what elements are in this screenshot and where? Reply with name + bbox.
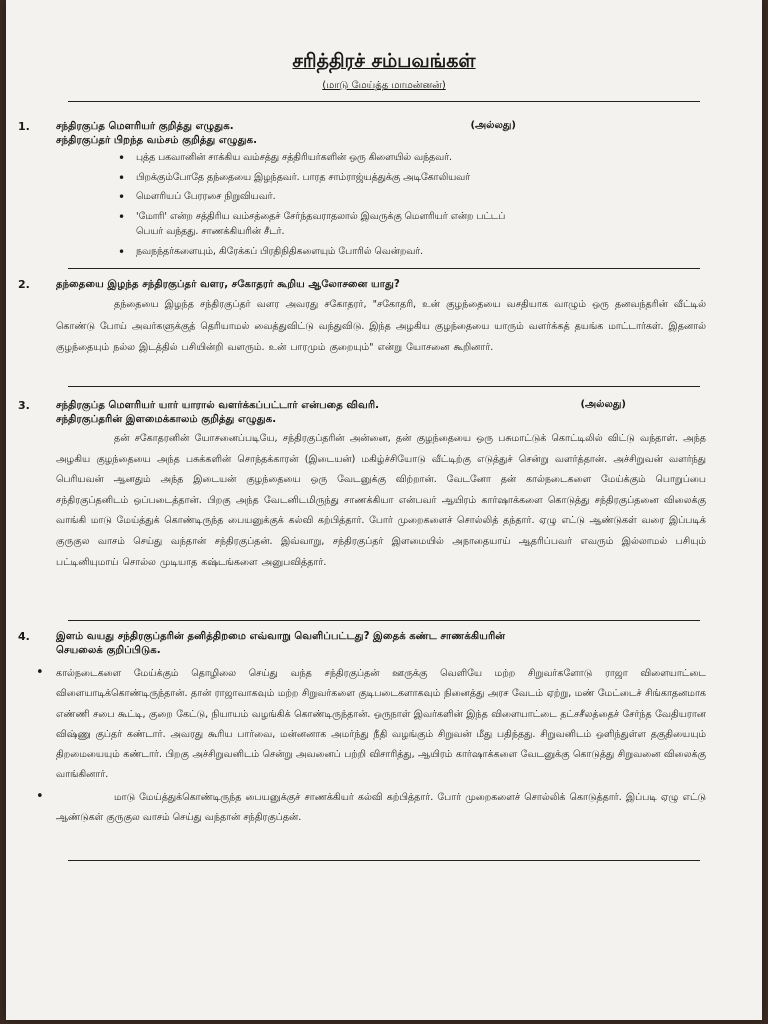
question-heading: தந்தையை இழந்த சந்திரகுப்தர் வளர, சகோதரர் கூறிய ஆலோசனை யாது? (56, 279, 400, 290)
question-1 (18, 120, 706, 266)
answer-bullet: • மாடு மேய்த்துக்கொண்டிருந்த பையனுக்குச் சாணக்கியர் கல்வி கற்பித்தார். போர் முறைகளைச் சொல்லிக் கொடுத்தார். இப்படி ஏழு எட்டு ஆண்டுகள் குருகுல வாசம் செய்து வந்தான் சந்திரகுப்தன். (36, 788, 706, 824)
list-item: • பிறக்கும்போதே தந்தையை இழந்தவர். பாரத சாம்ராஜ்யத்துக்கு அடிகோலியவர் (118, 170, 471, 185)
question-number: 1. (18, 120, 30, 133)
list-item: • மௌரியப் பேரரசை நிறுவியவர். (118, 190, 276, 205)
divider (68, 268, 700, 269)
document-page (6, 0, 762, 1020)
question-heading-cont: செயலைக் குறிப்பிடுக. (56, 645, 161, 656)
answer-paragraph: தன் சகோதரனின் யோசனைப்படியே, சந்திரகுப்தரின் அன்னை, தன் குழந்தையை ஒரு பசுமாட்டுக் கொட்டிலில் விட்டு வந்தாள். அந்த அழகிய குழந்தையை அந்த பசுக்களின் சொந்தக்காரன் (இடையன்) மகிழ்ச்சியோடு வீட்டிற்கு எடுத்துச் சென்று வளர்த்தான். அச்சிறுவன் வளர்ந்து பெரியவன் ஆனதும் அந்த இடையன் குழந்தையை ஒரு வேடனுக்கு விற்றான். வேடனோ தன் கால்நடைகளை மேய்க்கும் பொறுப்பை சந்திரகுப்தனிடம் ஒப்படைத்தான். பிறகு அந்த வேடனிடமிருந்து சாணக்கியா என்பவர் ஆயிரம் கார்ஷாக்களை கொடுத்து சந்திரகுப்தனை விலைக்கு வாங்கி மாடு மேய்த்துக் கொண்டிருந்த பையனுக்குக் கல்வி கற்பித்தார். போர் முறைகளைச் சொல்லித் தந்தார். ஏழு எட்டு ஆண்டுகள் வரை இப்படிக் குருகுல வாசம் செய்து வந்தான் சந்திரகுப்தன். இவ்வாறு, சந்திரகுப்தர் இளமையில் அநாதையாய் ஆதரிப்பவர் எவரும் இல்லாமல் பசியும் பட்டினியுமாய் சொல்ல முடியாத கஷ்டங்களை அனுபவித்தார். (56, 433, 706, 568)
question-heading-alt: சந்திரகுப்தரின் இளமைக்காலம் குறித்து எழுதுக. (56, 414, 277, 425)
bullet-icon: • (118, 209, 126, 224)
list-item: • நவநந்தர்களையும், கிரேக்கப் பிரதிநிதிகளையும் போரில் வென்றவர். (118, 244, 424, 259)
question-heading: சந்திரகுப்த மௌரியர் குறித்து எழுதுக. (56, 121, 234, 132)
list-item-continuation: பெயர் வந்தது. சாணக்கியரின் சீடர். (136, 226, 285, 238)
bullet-icon: • (118, 190, 126, 205)
question-number: 4. (18, 630, 30, 643)
bullet-icon: • (36, 665, 44, 680)
question-2 (18, 278, 706, 359)
question-heading: இளம் வயது சந்திரகுப்தரின் தனித்திறமை எவ்வாறு வெளிப்பட்டது? இதைக் கண்ட சாணக்கியரின் (56, 631, 506, 642)
or-label: (அல்லது) (470, 120, 516, 131)
question-number: 2. (18, 278, 30, 291)
list-item: • புத்த பகவானின் சாக்கிய வம்சத்து சத்திரியர்களின் ஒரு கிளையில் வந்தவர். (118, 151, 452, 165)
point-list (56, 152, 706, 259)
question-number: 3. (18, 399, 30, 412)
divider (68, 386, 700, 387)
question-heading-alt: சந்திரகுப்தர் பிறந்த வம்சம் குறித்து எழுதுக. (56, 135, 257, 146)
bullet-icon: • (36, 788, 44, 804)
divider (68, 620, 700, 621)
or-label: (அல்லது) (580, 399, 626, 410)
answer-bullet: • கால்நடைகளை மேய்க்கும் தொழிலை செய்து வந்த சந்திரகுப்தன் ஊருக்கு வெளியே மற்ற சிறுவர்களோடு ராஜா விளையாட்டை விளையாடிக்கொண்டிருந்தான். தான் ராஜாவாகவும் மற்ற சிறுவர்களை குடிபடைகளாகவும் நினைத்து அரச வேடம் ஏற்று, மண் மேட்டைச் சிங்காதனமாக எண்ணி சபை கூட்டி, குறை கேட்டு, நியாயம் வழங்கிக் கொண்டிருந்தான். ஒருநாள் இவர்களின் இந்த விளையாட்டை தட்சசீலத்தைச் சேர்ந்த வேதியரான விஷ்ணு குப்தர் கண்டார். அவரது கூரிய பார்வை, மன்னனாக அமர்ந்து நீதி வழங்கும் சிறுவன் மீது பதிந்தது. சிறுவனிடம் ஒளிந்துள்ள தகுதியையும் திறமையையும் கண்டார். பிறகு அச்சிறுவனிடம் சென்று அவனைப் பற்றி விசாரித்து, ஆயிரம் கார்ஷாக்களை வேடனுக்கு கொடுத்து சிறுவனை விலைக்கு வாங்கினார். (36, 665, 706, 781)
bullet-icon: • (118, 170, 126, 185)
list-item: • 'மோரி' என்ற சத்திரிய வம்சத்தைச் சேர்ந்தவராதலால் இவருக்கு மௌரியர் என்ற பட்டப் (118, 209, 506, 224)
page-title: சரித்திரச் சம்பவங்கள் (292, 50, 476, 72)
bullet-icon: • (118, 244, 126, 259)
answer-paragraph: தந்தையை இழந்த சந்திரகுப்தர் வளர அவரது சகோதரர், "சகோதரி, உன் குழந்தையை வசதியாக வாழும் ஒரு தனவந்தரின் வீட்டில் கொண்டு போய் அவர்களுக்குத் தெரியாமல் வைத்துவிட்டு வந்துவிடு. இந்த அழகிய குழந்தையை யாரும் வளர்க்கத் தயங்க மாட்டார்கள். இதனால் குழந்தையும் நல்ல இடத்தில் பசியின்றி வளரும். உன் பாரமும் குறையும்" என்று யோசனை கூறினார். (56, 299, 706, 353)
bullet-icon: • (118, 151, 126, 165)
divider-bottom (68, 860, 700, 861)
question-3 (18, 399, 706, 573)
page-subtitle: (மாடு மேய்த்த மாமன்னன்) (322, 80, 446, 91)
question-heading: சந்திரகுப்த மௌரியர் யார் யாரால் வளர்க்கப்பட்டார் என்பதை விவரி. (56, 400, 380, 411)
divider-top (68, 101, 700, 102)
question-4 (18, 630, 706, 828)
